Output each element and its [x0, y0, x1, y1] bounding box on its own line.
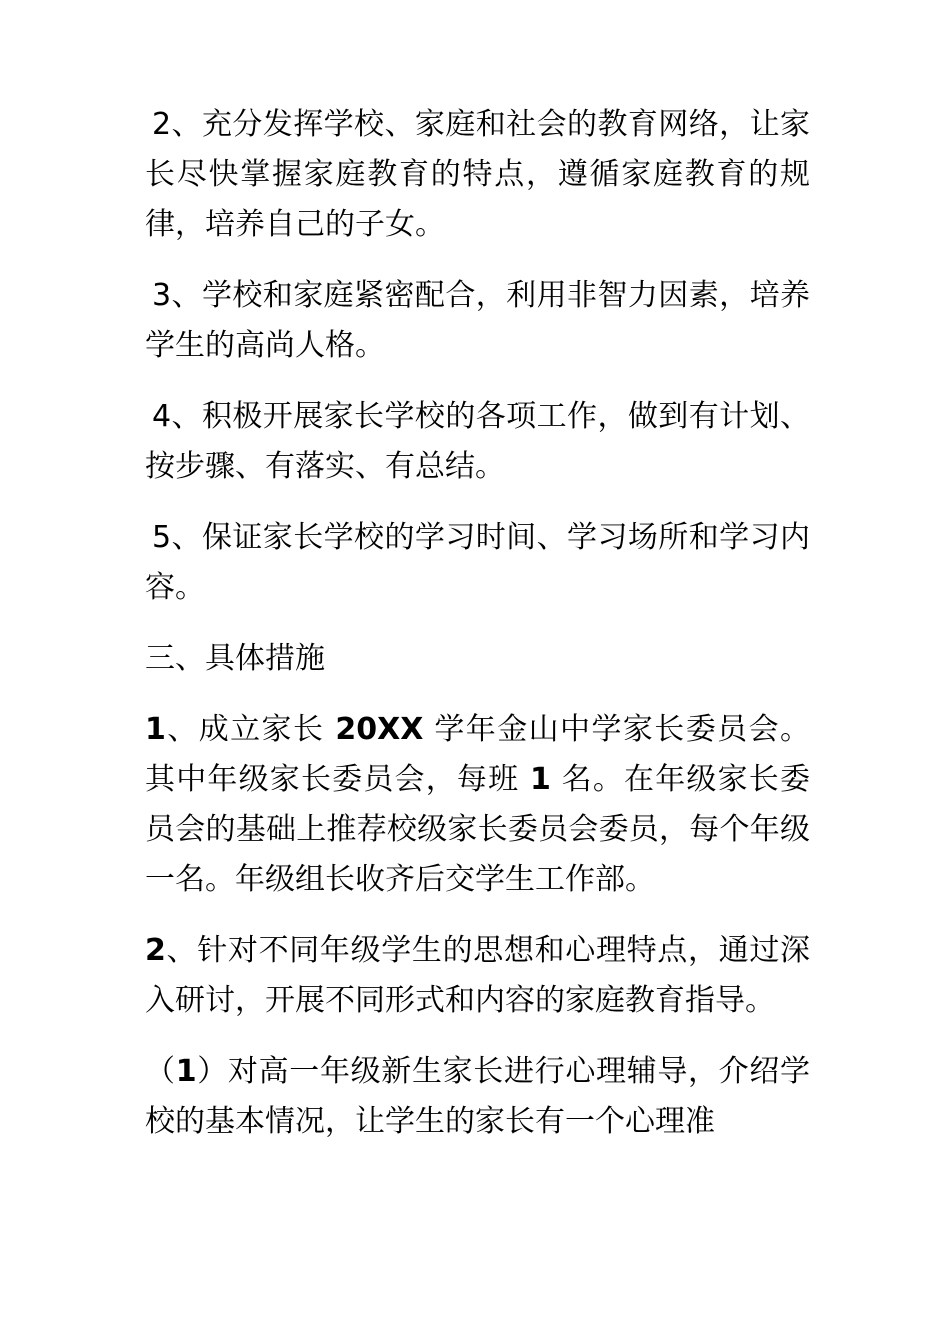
paren-close: ）: [196, 1054, 228, 1089]
measure-paragraph-2: [145, 926, 810, 1026]
goal-paragraph-2: [145, 100, 810, 250]
paragraph-text: 学年金山中学家长委员会。其中年级家长委员会，每班: [145, 712, 810, 797]
measure-paragraph-1: [145, 705, 810, 905]
paren-open: （: [145, 1054, 176, 1089]
paragraph-text: 对高一年级新生家长进行心理辅导，介绍学校的基本情况，让学生的家长有一个心理准: [145, 1054, 811, 1139]
paragraph-number: 1: [175, 1054, 197, 1089]
section-heading: 三、具体措施: [145, 641, 325, 676]
paragraph-number: 2: [152, 107, 172, 142]
paragraph-text: 、学校和家庭紧密配合，利用非智力因素，培养学生的高尚人格。: [145, 278, 810, 363]
paragraph-number: 5: [152, 520, 172, 555]
paragraph-text: 、针对不同年级学生的思想和心理特点，通过深入研讨，开展不同形式和内容的家庭教育指导。: [145, 933, 810, 1018]
paragraph-text: 、成立家长: [165, 712, 336, 747]
goal-paragraph-4: [145, 392, 810, 492]
goal-paragraph-3: [145, 271, 810, 371]
paragraph-number: 2: [145, 933, 166, 968]
paragraph-number: 1: [145, 712, 166, 747]
paragraph-number: 3: [152, 278, 172, 313]
document-body: [145, 100, 810, 1168]
paragraph-number: 4: [152, 399, 172, 434]
school-year: 20XX: [335, 712, 424, 747]
paragraph-text: 、保证家长学校的学习时间、学习场所和学习内容。: [145, 520, 810, 605]
member-count: 1: [530, 762, 551, 797]
paragraph-text: 、积极开展家长学校的各项工作，做到有计划、按步骤、有落实、有总结。: [145, 399, 810, 484]
paragraph-text: 、充分发挥学校、家庭和社会的教育网络，让家长尽快掌握家庭教育的特点，遵循家庭教育的规律，培养自己的子女。: [145, 107, 810, 242]
sub-measure-1: [145, 1047, 810, 1147]
goal-paragraph-5: [145, 513, 810, 613]
paragraph-text: 名。在年级家长委员会的基础上推荐校级家长委员会委员，每个年级一名。年级组长收齐后交学生工作部。: [145, 762, 810, 897]
